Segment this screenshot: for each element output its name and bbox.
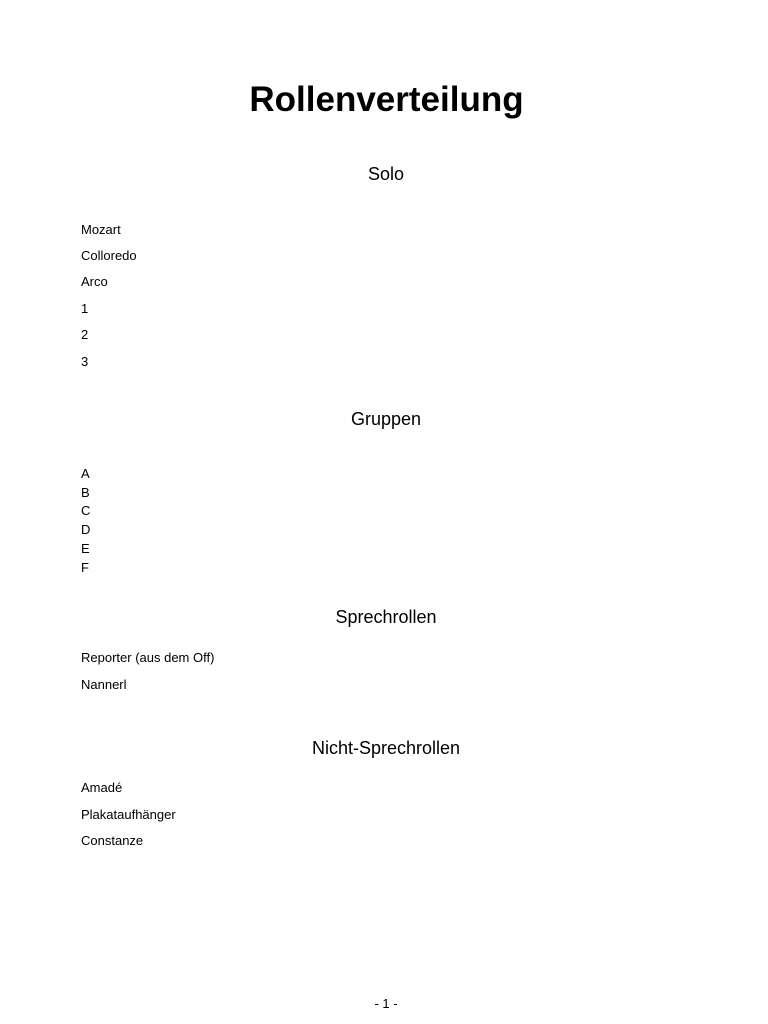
group-item: F <box>81 560 89 575</box>
group-item: E <box>81 541 90 556</box>
role-item: Arco <box>81 274 108 289</box>
speaking-role-item: Reporter (aus dem Off) <box>81 650 215 665</box>
role-item: Colloredo <box>81 248 137 263</box>
role-item: 1 <box>81 301 89 316</box>
non-speaking-role-item: Constanze <box>81 833 144 848</box>
section-heading-sprechrollen: Sprechrollen <box>335 607 437 627</box>
role-item: 3 <box>81 354 89 369</box>
role-item: Mozart <box>81 222 121 237</box>
non-speaking-role-item: Plakataufhänger <box>81 807 176 822</box>
section-heading-solo: Solo <box>367 164 405 184</box>
group-item: C <box>81 503 91 518</box>
section-heading-nicht-sprechrollen: Nicht-Sprechrollen <box>311 738 461 758</box>
page-number: - 1 - <box>374 996 398 1011</box>
document-title: Rollenverteilung <box>249 80 524 119</box>
non-speaking-role-item: Amadé <box>81 780 123 795</box>
group-item: A <box>81 466 90 481</box>
group-item: B <box>81 485 90 500</box>
role-item: 2 <box>81 327 89 342</box>
section-heading-gruppen: Gruppen <box>350 409 422 429</box>
speaking-role-item: Nannerl <box>81 677 127 692</box>
group-item: D <box>81 522 91 537</box>
